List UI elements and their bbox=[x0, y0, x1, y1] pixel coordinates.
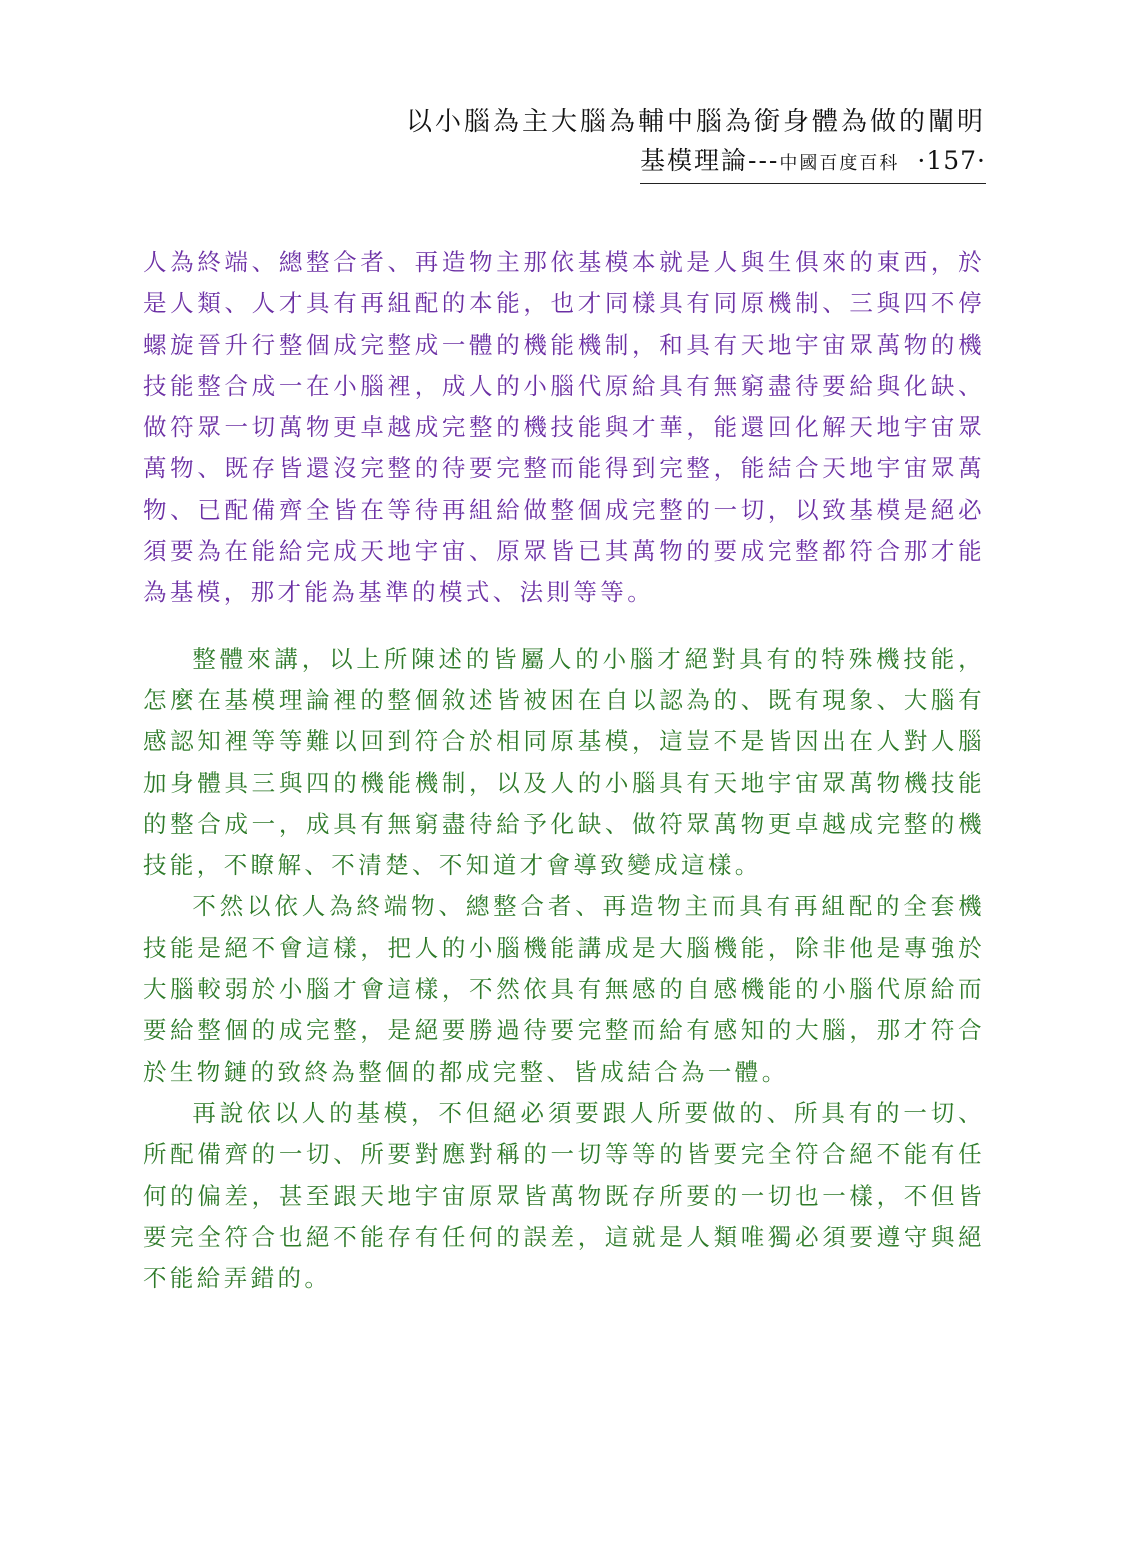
paragraph-2: 整體來講，以上所陳述的皆屬人的小腦才絕對具有的特殊機技能，怎麼在基模理論裡的整個敘述皆被困在自以認為的、既有現象、大腦有感認知裡等等難以回到符合於相同原基模，這豈不是皆因出在人對人腦加身體具三與四的機能機制，以及人的小腦具有天地宇宙眾萬物機技能的整合成一，成具有無窮盡待給予化缺、做符眾萬物更卓越成完整的機技能，不瞭解、不清楚、不知道才會導致變成這樣。 bbox=[143, 644, 985, 880]
page-header bbox=[406, 102, 986, 184]
paragraph-1: 人為終端、總整合者、再造物主那依基模本就是人與生俱來的東西，於是人類、人才具有再組配的本能，也才同樣具有同原機制、三與四不停螺旋晉升行整個成完整成一體的機能機制，和具有天地宇宙眾萬物的機技能整合成一在小腦裡，成人的小腦代原給具有無窮盡待要給與化缺、做符眾一切萬物更卓越成完整的機技能與才華，能還回化解天地宇宙眾萬物、既存皆還沒完整的待要完整而能得到完整，能結合天地宇宙眾萬物、已配備齊全皆在等待再組給做整個成完整的一切，以致基模是絕必須要為在能給完成天地宇宙、原眾皆已其萬物的要成完整都符合那才能為基模，那才能為基準的模式、法則等等。 bbox=[143, 248, 985, 607]
header-subtitle bbox=[640, 144, 986, 184]
body-text bbox=[143, 242, 985, 1299]
subtitle-source: 中國百度百科 bbox=[779, 153, 900, 174]
paragraph-4: 再說依以人的基模，不但絕必須要跟人所要做的、所具有的一切、所配備齊的一切、所要對應對稱的一切等等的皆要完全符合絕不能有任何的偏差，甚至跟天地宇宙原眾皆萬物既存所要的一切也一樣，不但皆要完全符合也絕不能存有任何的誤差，這就是人類唯獨必須要遵守與絕不能給弄錯的。 bbox=[143, 1098, 985, 1293]
page-number: ·157· bbox=[917, 146, 986, 175]
subtitle-main: 基模理論--- bbox=[640, 146, 780, 175]
paragraph-3: 不然以依人為終端物、總整合者、再造物主而具有再組配的全套機技能是絕不會這樣，把人的小腦機能講成是大腦機能，除非他是專強於大腦較弱於小腦才會這樣，不然依具有無感的自感機能的小腦代原給而要給整個的成完整，是絕要勝過待要完整而給有感知的大腦，那才符合於生物鏈的致終為整個的都成完整、皆成結合為一體。 bbox=[143, 892, 985, 1086]
header-title: 以小腦為主大腦為輔中腦為銜身體為做的闡明 bbox=[405, 107, 986, 137]
